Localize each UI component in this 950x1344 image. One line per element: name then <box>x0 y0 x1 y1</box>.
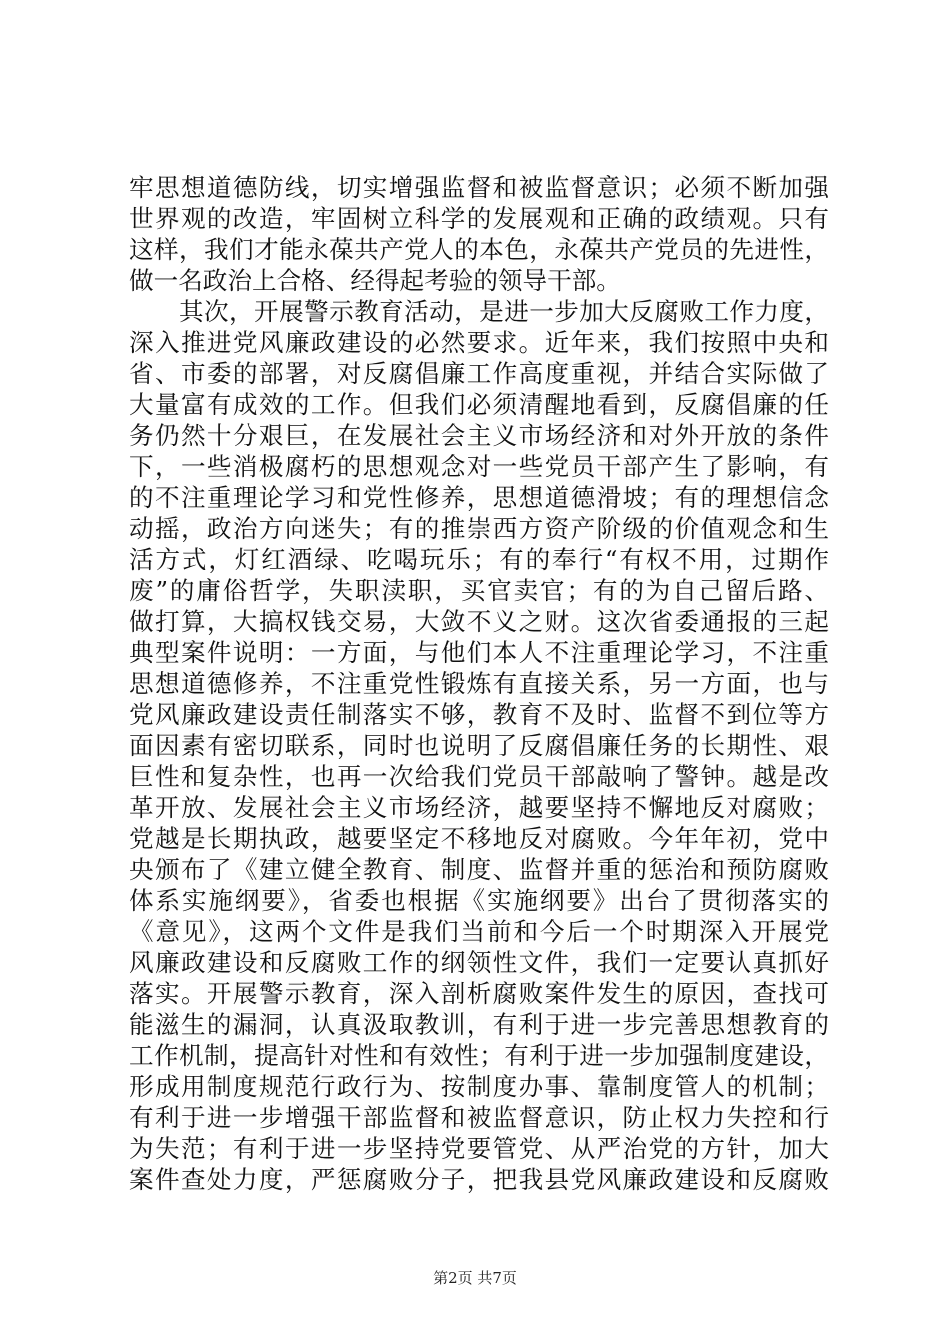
text-line: 做一名政治上合格、经得起考验的领导干部。 <box>129 266 621 295</box>
text-line: 务仍然十分艰巨，在发展社会主义市场经济和对外开放的条件 <box>129 421 829 450</box>
text-line: 案件查处力度，严惩腐败分子，把我县党风廉政建设和反腐败 <box>129 1165 829 1194</box>
page-number-footer: 第2页 共7页 <box>433 1269 517 1287</box>
text-line: 风廉政建设和反腐败工作的纲领性文件，我们一定要认真抓好 <box>129 948 829 977</box>
text-line: 典型案件说明：一方面，与他们本人不注重理论学习，不注重 <box>129 638 829 667</box>
text-line: 活方式，灯红酒绿、吃喝玩乐；有的奉行“有权不用，过期作 <box>129 545 829 574</box>
text-line: 形成用制度规范行政行为、按制度办事、靠制度管人的机制； <box>129 1072 829 1101</box>
text-line: 有利于进一步增强干部监督和被监督意识，防止权力失控和行 <box>129 1103 829 1132</box>
text-line: 党越是长期执政，越要坚定不移地反对腐败。今年年初，党中 <box>129 824 829 853</box>
text-line: 工作机制，提高针对性和有效性；有利于进一步加强制度建设， <box>129 1041 829 1070</box>
text-line: 革开放、发展社会主义市场经济，越要坚持不懈地反对腐败； <box>129 793 829 822</box>
text-line: 做打算，大搞权钱交易，大敛不义之财。这次省委通报的三起 <box>129 607 829 636</box>
text-line: 党风廉政建设责任制落实不够，教育不及时、监督不到位等方 <box>129 700 829 729</box>
text-line: 《意见》，这两个文件是我们当前和今后一个时期深入开展党 <box>129 917 829 946</box>
text-line: 能滋生的漏洞，认真汲取教训，有利于进一步完善思想教育的 <box>129 1010 829 1039</box>
paragraph-first-line: 其次，开展警示教育活动，是进一步加大反腐败工作力度， <box>179 297 829 326</box>
text-line: 面因素有密切联系，同时也说明了反腐倡廉任务的长期性、艰 <box>129 731 829 760</box>
text-line: 的不注重理论学习和党性修养，思想道德滑坡；有的理想信念 <box>129 483 829 512</box>
text-line: 省、市委的部署，对反腐倡廉工作高度重视，并结合实际做了 <box>129 359 829 388</box>
text-line: 大量富有成效的工作。但我们必须清醒地看到，反腐倡廉的任 <box>129 390 829 419</box>
text-line: 央颁布了《建立健全教育、制度、监督并重的惩治和预防腐败 <box>129 855 829 884</box>
text-line: 思想道德修养，不注重党性锻炼有直接关系，另一方面，也与 <box>129 669 829 698</box>
text-line: 下，一些消极腐朽的思想观念对一些党员干部产生了影响，有 <box>129 452 829 481</box>
body-text <box>129 172 829 1195</box>
text-line: 牢思想道德防线，切实增强监督和被监督意识；必须不断加强 <box>129 173 829 202</box>
text-line: 落实。开展警示教育，深入剖析腐败案件发生的原因，查找可 <box>129 979 829 1008</box>
text-line: 这样，我们才能永葆共产党人的本色，永葆共产党员的先进性， <box>129 235 829 264</box>
text-line: 巨性和复杂性，也再一次给我们党员干部敲响了警钟。越是改 <box>129 762 829 791</box>
text-line: 深入推进党风廉政建设的必然要求。近年来，我们按照中央和 <box>129 328 829 357</box>
text-line: 体系实施纲要》，省委也根据《实施纲要》出台了贯彻落实的 <box>129 886 829 915</box>
text-line: 动摇，政治方向迷失；有的推崇西方资产阶级的价值观念和生 <box>129 514 829 543</box>
text-line: 世界观的改造，牢固树立科学的发展观和正确的政绩观。只有 <box>129 204 829 233</box>
text-line: 为失范；有利于进一步坚持党要管党、从严治党的方针，加大 <box>129 1134 829 1163</box>
text-line: 废”的庸俗哲学，失职渎职，买官卖官；有的为自己留后路、 <box>129 576 829 605</box>
